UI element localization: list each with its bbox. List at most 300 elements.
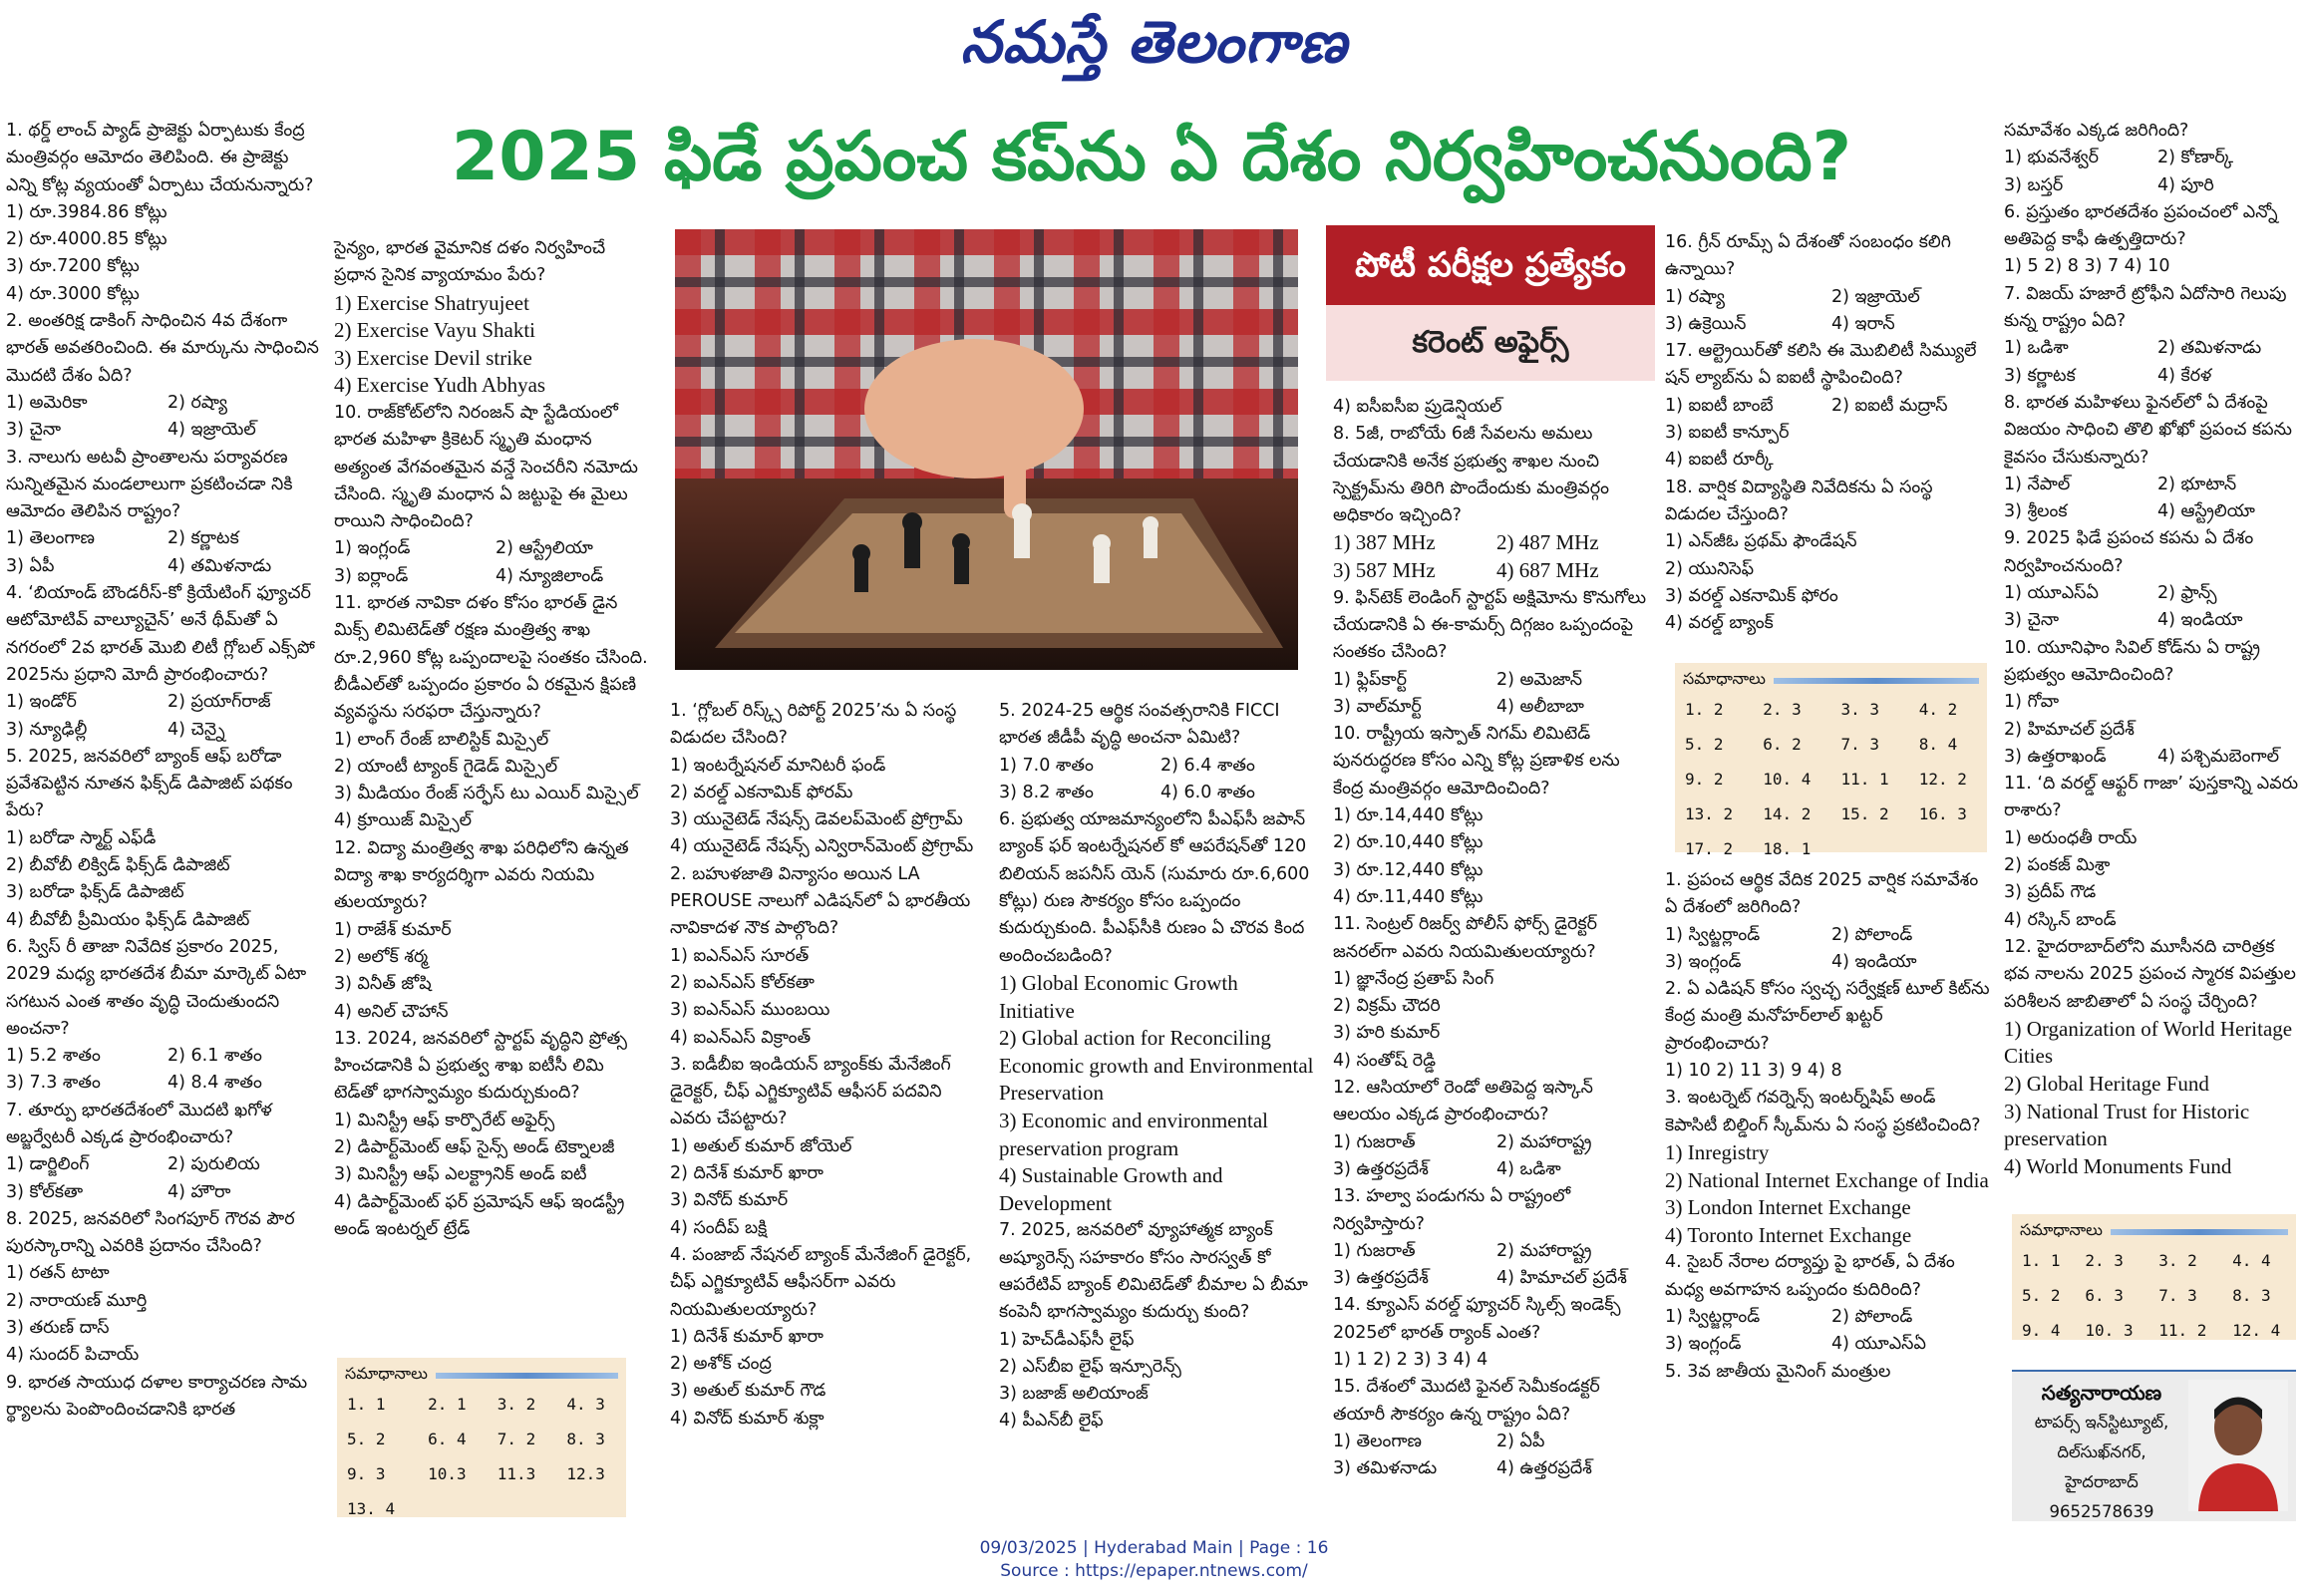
answer-cell: 3. 3 <box>1840 700 1880 719</box>
option-row <box>6 525 321 552</box>
answer-option: 1) అరుంధతీ రాయ్ <box>2004 827 2138 848</box>
answer-option: 1) Inregistry <box>1665 1139 1770 1164</box>
answer-option: 2) Exercise Vayu Shakti <box>334 318 535 343</box>
column-7 <box>2004 118 2303 1180</box>
answer-cell: 10. 4 <box>1763 770 1812 789</box>
question-block <box>1665 1085 1990 1249</box>
answer-option: 3) Exercise Devil strike <box>334 345 532 370</box>
answer-option: 4) సుందర్ పిచాయ్ <box>6 1345 140 1366</box>
question-block <box>6 445 321 580</box>
answer-option: 3) ప్రదీప్ గౌడ <box>2004 882 2097 903</box>
answer-option: 3) యునైటెడ్ నేషన్స్ డెవలప్‌మెంట్ ప్రోగ్రామ్ <box>670 809 963 830</box>
answer-option: 4) కేరళ <box>2157 365 2212 386</box>
option-row <box>6 553 321 580</box>
answer-cell: 12. 2 <box>1918 770 1967 789</box>
question-block <box>999 806 1314 1217</box>
author-institute: టాపర్స్ ఇన్‌స్టిట్యూట్, <box>2034 1413 2169 1432</box>
answer-option: 2) ఎస్‌బీఐ లైఫ్ ఇన్సూరెన్స్ <box>999 1356 1181 1377</box>
question-text: 3. ఐడీబీఐ ఇండియన్ బ్యాంక్‌కు మేనేజింగ్ డైరెక్టర్, చీఫ్ ఎగ్జిక్యూటివ్ ఆఫీసర్ పదవిని ఎవరు చేపట్టారు? <box>670 1054 951 1129</box>
answer-cell: 10.3 <box>428 1464 467 1483</box>
answer-option: 4) ఇండియా <box>2157 610 2243 631</box>
answer-option: 4) ఇరాన్ <box>1831 313 1895 334</box>
option-row <box>1333 1455 1652 1482</box>
question-block <box>6 580 321 744</box>
answer-cell: 5. 2 <box>1685 735 1724 754</box>
option-row <box>1665 284 1990 311</box>
answer-option: 3) ఐఐటీ కాన్పూర్ <box>1665 423 1790 444</box>
answer-option: 4) సందీప్ బక్షి <box>670 1217 768 1238</box>
section-subtitle: కరెంట్ అఫైర్స్ <box>1326 305 1655 381</box>
question-block <box>1333 1374 1652 1482</box>
section-banner: పోటీ పరీక్షల ప్రత్యేకం <box>1326 225 1655 305</box>
column-5 <box>1333 394 1652 1482</box>
question-block <box>670 861 985 1052</box>
answer-option: 4) పశ్చిమబెంగాల్ <box>2157 746 2279 767</box>
option-row <box>6 1179 321 1206</box>
answer-option: 1) రష్యా <box>1665 286 1725 307</box>
author-phone: 9652578639 <box>2049 1502 2154 1521</box>
answer-cell: 3. 2 <box>496 1395 536 1414</box>
question-text: 1. ‘గ్లోబల్ రిస్క్స్ రిపోర్ట్ 2025’ను ఏ సంస్థ విడుదల చేసింది? <box>670 701 957 749</box>
answer-cell: 16. 3 <box>1918 804 1967 823</box>
answer-option: 4) 6.0 శాతం <box>1160 782 1255 802</box>
answer-option: 1) గోవా <box>2004 692 2060 713</box>
answer-cell: 11. 2 <box>2158 1321 2207 1340</box>
option-row <box>1333 667 1652 694</box>
answer-option: 4) వరల్డ్ బ్యాంక్ <box>1665 613 1774 634</box>
question-text: 18. వార్షిక విద్యాస్థితి నివేదికను ఏ సంస్థ విడుదల చేస్తుంది? <box>1665 477 1933 524</box>
answer-option: 4) ఐసీఐసీఐ ప్రుడెన్షియల్ <box>1333 397 1502 417</box>
answer-option: 1) ఐఎన్ఎస్ సూరత్ <box>670 945 810 966</box>
question-text: 11. ‘ది వరల్డ్ ఆఫ్టర్ గాజా’ పుస్తకాన్ని ఎవరు రాశారు? <box>2004 774 2299 821</box>
answer-cell: 9. 3 <box>347 1464 386 1483</box>
question-text: 5. 2024-25 ఆర్థిక సంవత్సరానికి FICCI భారత జీడీపీ వృద్ధి అంచనా ఏమిటి? <box>999 701 1280 749</box>
answer-option: 3) బరోడా ఫిక్స్‌డ్ డిపాజిట్ <box>6 882 184 903</box>
answers-row <box>337 1387 626 1422</box>
answer-option: 4) సంతోష్ రెడ్డి <box>1333 1050 1437 1071</box>
question-block <box>1665 229 1990 338</box>
answer-option: 4) ఐఐటీ రూర్కీ <box>1665 450 1774 471</box>
answer-option: 3) ఏపీ <box>6 555 55 576</box>
option-row <box>1333 1265 1652 1292</box>
answer-option: 3) ఇంగ్లండ్ <box>1665 951 1742 972</box>
question-text: 1. థర్డ్ లాంచ్ ప్యాడ్ ప్రాజెక్టు ఏర్పాటుకు కేంద్ర మంత్రివర్గం ఆమోదం తెలిపింది. ఈ ప్రాజెక్టు ఎన్ని కోట్ల వ్యయంతో ఏర్పాటు చేయనున్నారు? <box>6 121 314 195</box>
answers-row <box>2012 1243 2296 1278</box>
answer-option: 4) 8.4 శాతం <box>167 1073 262 1094</box>
question-block <box>6 934 321 1098</box>
answer-option: 3) హరి కుమార్ <box>1333 1023 1441 1044</box>
masthead-logo: నమస్తే తెలంగాణ <box>960 8 1348 76</box>
answer-cell: 8. 4 <box>1918 735 1958 754</box>
question-text: 13. 2024, జనవరిలో స్టార్టప్ వృద్ధిని ప్రోత్స హించడానికి ఏ ప్రభుత్వ శాఖ ఐటీసీ లిమి టెడ్‌తో భాగస్వామ్యం కుదుర్చుకుంది? <box>334 1028 627 1104</box>
answer-option: 2) మహారాష్ట్ర <box>1496 1131 1592 1152</box>
question-text: సైన్యం, భారత వైమానిక దళం నిర్వహించే ప్రధాన సైనిక వ్యాయామం పేరు? <box>334 238 606 286</box>
answer-option: 1) గుజరాత్ <box>1333 1131 1416 1152</box>
answer-option: 3) మీడియం రేంజ్ సర్ఫేస్ టు ఎయిర్ మిస్సైల్ <box>334 784 639 804</box>
answer-option: 3) బజాజ్ అలియాంజ్ <box>999 1384 1149 1405</box>
answer-option: 2) ఏపీ <box>1496 1431 1545 1451</box>
answer-cell: 10. 3 <box>2085 1321 2134 1340</box>
option-row <box>2004 607 2303 634</box>
answer-option: 3) Economic and environmental preservation program <box>999 1108 1268 1160</box>
question-text: 3. ఇంటర్నెట్ గవర్నెన్స్ ఇంటర్న్‌షిప్ అండ్ కెపాసిటీ బిల్డింగ్ స్కీమ్‌ను ఏ సంస్థ ప్రకటించింది? <box>1665 1088 1981 1135</box>
answer-option: 1) దినేశ్ కుమార్ ఖారా <box>670 1326 824 1347</box>
question-text: 15. దేశంలో మొదటి ఫైనల్ సెమీకండక్టర్ తయారీ సౌకర్యం ఉన్న రాష్ట్రం ఏది? <box>1333 1377 1600 1425</box>
answers-row <box>2012 1278 2296 1313</box>
question-block <box>334 400 649 590</box>
answer-cell: 9. 2 <box>1685 770 1724 789</box>
answer-option: 1) స్విట్జర్లాండ్ <box>1665 1306 1761 1327</box>
answer-option: 4) Toronto Internet Exchange <box>1665 1222 1912 1247</box>
answer-cell: 5. 2 <box>2022 1286 2061 1305</box>
question-text: 2. అంతరిక్ష డాకింగ్ సాధించిన 4వ దేశంగా భారత్ అవతరించింది. ఈ మార్కును సాధించిన మొదటి దేశం ఏది? <box>6 311 319 386</box>
column-4 <box>999 698 1314 1436</box>
question-block <box>6 308 321 444</box>
answer-cell: 1. 1 <box>2022 1251 2061 1270</box>
option-row <box>2004 472 2303 498</box>
option-row <box>6 1043 321 1070</box>
question-block <box>2004 199 2303 281</box>
column-1 <box>6 118 321 1424</box>
question-text: 5. 3వ జాతీయ మైనింగ్ మంత్రుల <box>1665 1361 1891 1382</box>
answer-option: 4) న్యూజిలాండ్ <box>495 565 604 586</box>
answer-cell <box>1909 831 1987 866</box>
question-block <box>1665 1249 1990 1358</box>
answers-label: సమాధానాలు <box>2020 1220 2103 1239</box>
answer-option: 2) రష్యా <box>167 392 227 413</box>
question-text: 4. పంజాబ్ నేషనల్ బ్యాంక్ మేనేజింగ్ డైరెక్టర్, చీఫ్ ఎగ్జిక్యూటివ్ ఆఫీసర్‌గా ఎవరు నియమితులయ్యారు? <box>670 1244 972 1320</box>
answer-option: 2) బీవోబీ లిక్విడ్ ఫిక్స్‌డ్ డిపాజిట్ <box>6 855 230 876</box>
answer-cell: 1. 2 <box>1685 700 1724 719</box>
answer-option: 3) ఉత్తరాఖండ్ <box>2004 746 2107 767</box>
question-text: 7. 2025, జనవరిలో వ్యూహాత్మక బ్యాంక్ అష్యూరెన్స్ సహకారం కోసం సారస్వత్ కో ఆపరేటివ్ బ్యాంక్ లిమిటెడ్‌తో బీమాల ఏ బీమా కంపెనీ భాగస్వామ్యం కుదుర్చు కుంది? <box>999 1220 1308 1323</box>
question-block <box>2004 771 2303 934</box>
answer-option: 4) ఇజ్రాయెల్ <box>167 420 256 441</box>
answer-option: 4) ఆస్ట్రేలియా <box>2157 501 2255 522</box>
question-block <box>334 835 649 1026</box>
question-text: 4. సైబర్ నేరాల దర్యాప్తు పై భారత్, ఏ దేశం మధ్య అవగాహన ఒప్పందం కుదిరింది? <box>1665 1252 1955 1300</box>
answer-option: 1) ఇంటర్నేషనల్ మానిటరీ ఫండ్ <box>670 755 886 776</box>
question-text: 3. నాలుగు అటవీ ప్రాంతాలను పర్యావరణ సున్నితమైన మండలాలుగా ప్రకటించడా నికి ఆమోదం తెలిపిన రాష్ట్రం? <box>6 447 293 522</box>
answer-option: 2) పోలాండ్ <box>1831 1306 1913 1327</box>
option-row <box>999 780 1314 806</box>
question-block <box>6 1098 321 1206</box>
page-headline: 2025 ఫిడే ప్రపంచ కప్‌ను ఏ దేశం నిర్వహించనుంది? <box>451 118 1852 196</box>
answers-row <box>1675 797 1987 831</box>
question-block <box>334 1026 649 1243</box>
answer-option: 1) అతుల్ కుమార్ జోయెల్ <box>670 1135 852 1156</box>
option-row <box>334 535 649 562</box>
question-block <box>999 1217 1314 1435</box>
question-block <box>1333 1292 1652 1374</box>
answer-option: 2) కోణార్క్ <box>2157 148 2234 168</box>
answer-option: 3) London Internet Exchange <box>1665 1195 1911 1220</box>
option-row <box>6 1151 321 1178</box>
answer-option: 3) ఐఎన్ఎస్ ముంబయి <box>670 1000 830 1021</box>
option-row <box>1665 1331 1990 1358</box>
answer-option: 3) National Trust for Historic preservation <box>2004 1099 2250 1151</box>
answer-option: 2) అశోక్ చంద్ర <box>670 1354 772 1375</box>
answer-option: 1) ఐఐటీ బాంబే <box>1665 395 1774 416</box>
answer-option: 3) రూ.7200 కోట్లు <box>6 256 140 277</box>
answer-option: 4) Sustainable Growth and Development <box>999 1163 1223 1215</box>
answer-cell: 1. 1 <box>347 1395 386 1414</box>
answer-cell: 4. 4 <box>2232 1251 2271 1270</box>
answer-cell: 17. 2 <box>1685 839 1734 858</box>
question-block <box>670 698 985 861</box>
answer-option: 3) అతుల్ కుమార్ గౌడ <box>670 1381 826 1402</box>
answer-option: 1) తెలంగాణ <box>1333 1431 1422 1451</box>
answer-option: 2) 6.4 శాతం <box>1160 755 1255 776</box>
answer-option: 1) భువనేశ్వర్ <box>2004 148 2100 168</box>
answers-row <box>1675 727 1987 762</box>
answer-cell: 2. 1 <box>428 1395 467 1414</box>
question-block <box>1333 911 1652 1075</box>
footer-dateline: 09/03/2025 | Hyderabad Main | Page : 16 <box>979 1538 1329 1558</box>
answer-option: 2) అమెజాన్ <box>1496 669 1582 690</box>
answer-option: 4) రూ.3000 కోట్లు <box>6 283 140 304</box>
question-text: 9. ఫిన్‌టెక్ లెండింగ్ స్టార్టప్ అక్షిమోను కొనుగోలు చేయడానికి ఏ ఈ-కామర్స్ దిగ్గజం ఒప్పందంపై సంతకం చేసింది? <box>1333 587 1647 663</box>
question-block <box>6 1206 321 1370</box>
answer-cell: 8. 3 <box>566 1430 605 1448</box>
answer-cell <box>418 1491 488 1526</box>
answer-option: 2) దినేశ్ కుమార్ ఖారా <box>670 1163 824 1184</box>
answer-option: 4) యూఎస్ఏ <box>1831 1334 1926 1355</box>
answer-cell: 14. 2 <box>1763 804 1812 823</box>
answers-row <box>337 1491 626 1526</box>
answer-option: 2) మహారాష్ట్ర <box>1496 1240 1592 1261</box>
answer-option: 1) రూ.14,440 కోట్లు <box>1333 805 1484 826</box>
answers-box-1 <box>337 1358 626 1517</box>
answer-cell: 4. 2 <box>1918 700 1958 719</box>
answer-option: 4) ఒడిశా <box>1496 1158 1561 1179</box>
answer-option: 4) యునైటెడ్ నేషన్స్ ఎన్విరాన్‌మెంట్ ప్రోగ్రామ్ <box>670 836 974 857</box>
answer-cell: 6. 2 <box>1763 735 1802 754</box>
question-block <box>2004 525 2303 634</box>
answer-option: 3) శ్రీలంక <box>2004 501 2068 522</box>
answer-cell: 2. 3 <box>2085 1251 2124 1270</box>
answer-option: 2) విక్రమ్ చౌదరి <box>1333 996 1441 1017</box>
answer-option: 2) ఆస్ట్రేలియా <box>495 538 593 559</box>
answer-option: 3) ఉక్రెయిన్ <box>1665 313 1747 334</box>
answer-option: 1) బరోడా స్మార్ట్ ఎఫ్‌డీ <box>6 827 157 848</box>
answer-option: 1) ఇండోర్ <box>6 692 77 713</box>
answer-option: 4) తమిళనాడు <box>167 555 272 576</box>
option-row <box>999 753 1314 780</box>
question-text: 2. బహుళజాతి విన్యాసం అయిన LA PEROUSE నాలుగో ఎడిషన్‌లో ఏ భారతీయ నావికాదళ నౌక పాల్గొంది? <box>670 863 971 939</box>
option-row <box>2004 335 2303 362</box>
question-text: 11. సెంట్రల్ రిజర్వ్ పోలీస్ ఫోర్స్ డైరెక్టర్ జనరల్‌గా ఎవరు నియమితులయ్యారు? <box>1333 914 1597 962</box>
answer-option: 3) తమిళనాడు <box>1333 1458 1438 1479</box>
option-row <box>1333 1156 1652 1183</box>
answer-option: 2) తమిళనాడు <box>2157 338 2262 359</box>
question-block <box>1333 585 1652 721</box>
answers-box-3 <box>2012 1214 2296 1340</box>
answer-option: 1) స్విట్జర్లాండ్ <box>1665 924 1761 945</box>
question-text: 6. స్విస్ రీ తాజా నివేదిక ప్రకారం 2025, 2029 మధ్య భారతదేశ బీమా మార్కెట్ ఏటా సగటున ఎంత శాతం వృద్ధి చెందుతుందని అంచనా? <box>6 936 307 1039</box>
option-row <box>1665 1304 1990 1331</box>
answer-cell: 8. 3 <box>2232 1286 2271 1305</box>
answer-option: 4) క్రూయిజ్ మిస్సైల్ <box>334 810 473 831</box>
chess-photo <box>675 229 1298 670</box>
option-row <box>1333 529 1652 557</box>
answer-option: 1) అమెరికా <box>6 392 88 413</box>
answer-option: 3) వాల్‌మార్ట్ <box>1333 696 1422 717</box>
answer-option: 1) రతన్ టాటా <box>6 1263 110 1284</box>
answer-cell: 2. 3 <box>1763 700 1802 719</box>
option-row <box>1333 1238 1652 1265</box>
answer-option: 2) ఫ్రాన్స్ <box>2157 583 2217 604</box>
answer-option: 2) నారాయణ్ మూర్తి <box>6 1290 148 1311</box>
answer-option: 1) యూఎస్ఏ <box>2004 583 2099 604</box>
question-text: 17. ఆల్ట్రెయిర్‌తో కలిసి ఈ మొబిలిటీ సిమ్యులే షన్ ల్యాబ్‌ను ఏ ఐఐటీ స్థాపించింది? <box>1665 341 1977 389</box>
answer-cell: 3. 2 <box>2158 1251 2197 1270</box>
question-text: 6. ప్రస్తుతం భారతదేశం ప్రపంచంలో ఎన్నో అతిపెద్ద కాఫీ ఉత్పత్తిదారు? <box>2004 201 2278 250</box>
option-row <box>2004 580 2303 607</box>
answer-option: 4) వినోద్ కుమార్ శుక్లా <box>670 1408 824 1429</box>
answer-option: 2) 6.1 శాతం <box>167 1046 262 1067</box>
answer-option: 1) డార్జిలింగ్ <box>6 1154 90 1175</box>
answer-option: 2) Global Heritage Fund <box>2004 1071 2209 1096</box>
answer-option: 1) 10 2) 11 3) 9 4) 8 <box>1665 1061 1842 1082</box>
question-text: 7. విజయ్ హజారే ట్రోఫీని ఏదోసారి గెలుపు కున్న రాష్ట్రం ఏది? <box>2004 283 2287 332</box>
author-city: హైదరాబాద్ <box>2065 1472 2139 1491</box>
answer-option: 3) 587 MHz <box>1333 558 1436 583</box>
answer-option: 4) బీవోబీ ప్రీమియం ఫిక్స్‌డ్ డిపాజిట్ <box>6 909 250 930</box>
answer-option: 4) ఇండియా <box>1831 951 1917 972</box>
footer-source: Source : https://epaper.ntnews.com/ <box>1000 1561 1308 1581</box>
question-block <box>670 1052 985 1242</box>
question-block <box>2004 635 2303 771</box>
answer-cell: 7. 3 <box>1840 735 1880 754</box>
answer-option: 1) జ్ఞానేంద్ర ప్రతాప్ సింగ్ <box>1333 968 1494 989</box>
answer-option: 4) పీఎన్‌బీ లైఫ్ <box>999 1411 1104 1432</box>
answer-option: 2) పంకజ్ మిశ్రా <box>2004 855 2111 876</box>
question-block <box>2004 934 2303 1180</box>
question-text: 7. తూర్పు భారతదేశంలో మొదటి ఖగోళ అబ్జర్వేటరీ ఎక్కడ ప్రారంభించారు? <box>6 1100 272 1147</box>
answer-cell: 11.3 <box>496 1464 536 1483</box>
answer-cell: 7. 2 <box>496 1430 536 1448</box>
author-name: సత్యనారాయణ <box>2041 1381 2162 1405</box>
answer-option: 3) చైనా <box>2004 610 2060 631</box>
question-text: 8. 5జీ, రాబోయే 6జీ సేవలను అమలు చేయడానికి అనేక ప్రభుత్వ శాఖల నుంచి స్పెక్ట్రమ్‌ను తిరిగి పొందేందుకు మంత్రివర్గం అధికారం ఇచ్చింది? <box>1333 424 1609 526</box>
answers-label: సమాధానాలు <box>1683 669 1766 688</box>
answer-option: 1) తెలంగాణ <box>6 528 95 549</box>
answer-cell: 13. 4 <box>347 1499 396 1518</box>
question-block <box>334 235 649 400</box>
answer-option: 1) రాజేశ్ కుమార్ <box>334 919 452 940</box>
answer-cell: 7. 3 <box>2158 1286 2197 1305</box>
answers-row <box>1675 831 1987 866</box>
question-block <box>1333 394 1652 421</box>
answer-option: 4) ఉత్తరప్రదేశ్ <box>1496 1458 1592 1479</box>
answer-option: 4) అనిల్ చౌహాన్ <box>334 1001 449 1022</box>
option-row <box>1333 694 1652 721</box>
question-block <box>1665 867 1990 976</box>
question-block <box>1333 421 1652 584</box>
question-text: 12. ఆసియాలో రెండో అతిపెద్ద ఇస్కాన్ ఆలయం ఎక్కడ ప్రారంభించారు? <box>1333 1078 1593 1125</box>
answer-cell: 13. 2 <box>1685 804 1734 823</box>
answer-option: 4) చెన్నై <box>167 719 225 740</box>
answer-option: 4) Exercise Yudh Abhyas <box>334 373 546 398</box>
question-block <box>999 698 1314 806</box>
answer-option: 2) యునిసెఫ్ <box>1665 558 1755 579</box>
answer-option: 4) రూ.11,440 కోట్లు <box>1333 886 1484 907</box>
answer-option: 1) 1 2) 2 3) 3 4) 4 <box>1333 1349 1488 1370</box>
answer-option: 2) 487 MHz <box>1496 530 1599 555</box>
answer-option: 3) ఉత్తరప్రదేశ్ <box>1333 1268 1429 1289</box>
answer-option: 1) లాంగ్ రేంజ్ బాలిస్టిక్ మిస్సైల్ <box>334 729 549 750</box>
answer-option: 1) Global Economic Growth Initiative <box>999 970 1238 1023</box>
question-block <box>1333 1183 1652 1292</box>
answer-option: 2) Global action for Reconciling Economic growth and Environmental Preservation <box>999 1026 1314 1106</box>
answer-option: 1) 5.2 శాతం <box>6 1046 101 1067</box>
answer-option: 1) రూ.3984.86 కోట్లు <box>6 201 167 222</box>
answer-option: 3) ఉత్తరప్రదేశ్ <box>1333 1158 1429 1179</box>
answer-option: 1) ఇంగ్లండ్ <box>334 538 411 559</box>
question-text: 5. 2025, జనవరిలో బ్యాంక్ ఆఫ్ బరోడా ప్రవేశపెట్టిన నూతన ఫిక్స్‌డ్ డిపాజిట్ పథకం పేరు? <box>6 746 293 821</box>
answer-cell: 9. 4 <box>2022 1321 2061 1340</box>
question-text: 9. భారత సాయుధ దళాల కార్యాచరణ సామ ర్థ్యాలను పెంపొందించడానికి భారత <box>6 1372 308 1420</box>
question-block <box>1665 976 1990 1085</box>
answer-option: 3) కర్ణాటక <box>2004 365 2076 386</box>
answer-option: 3) చైనా <box>6 420 62 441</box>
question-text: 12. విద్యా మంత్రిత్వ శాఖ పరిధిలోని ఉన్నత విద్యా శాఖ కార్యదర్శిగా ఎవరు నియమి తులయ్యారు? <box>334 837 629 913</box>
option-row <box>1333 557 1652 585</box>
answer-option: 3) ఐర్లాండ్ <box>334 565 409 586</box>
option-row <box>6 717 321 744</box>
question-text: 2. ఏ ఎడిషన్ కోసం స్వచ్ఛ సర్వేక్షణ్ టూల్ కిట్‌ను కేంద్ర మంత్రి మనోహర్‌లాల్ ఖట్టర్ ప్రారంభించారు? <box>1665 979 1990 1054</box>
answer-option: 3) ఇంగ్లండ్ <box>1665 1334 1742 1355</box>
answer-cell: 12.3 <box>566 1464 605 1483</box>
answer-option: 2) కర్ణాటక <box>167 528 239 549</box>
question-text: 13. హల్వా పండుగను ఏ రాష్ట్రంలో నిర్వహిస్తారు? <box>1333 1186 1571 1234</box>
option-row <box>1665 922 1990 949</box>
question-block <box>6 1370 321 1425</box>
answer-option: 3) న్యూఢిల్లీ <box>6 719 88 740</box>
answer-cell: 6. 4 <box>428 1430 467 1448</box>
answer-option: 2) ఇజ్రాయెల్ <box>1831 286 1920 307</box>
question-block <box>1665 475 1990 638</box>
question-block <box>334 590 649 835</box>
answer-option: 1) 5 2) 8 3) 7 4) 10 <box>2004 256 2170 277</box>
answers-label: సమాధానాలు <box>345 1364 428 1383</box>
answer-cell: 11. 1 <box>1840 770 1889 789</box>
answer-option: 1) మినిస్ట్రీ ఆఫ్ కార్పొరేట్ అఫైర్స్ <box>334 1110 555 1130</box>
answer-option: 4) ఐఎన్ఎస్ విక్రాంత్ <box>670 1027 812 1048</box>
answer-option: 3) 7.3 శాతం <box>6 1073 101 1094</box>
question-block <box>2004 281 2303 390</box>
answers-row <box>1675 692 1987 727</box>
answer-cell: 15. 2 <box>1840 804 1889 823</box>
question-block <box>1333 721 1652 911</box>
answer-option: 1) Exercise Shatryujeet <box>334 290 529 315</box>
option-row <box>6 390 321 417</box>
answer-option: 2) యాంటీ ట్యాంక్ గైడెడ్ మిస్సైల్ <box>334 756 558 777</box>
answer-option: 1) ఒడిశా <box>2004 338 2069 359</box>
answer-option: 1) 7.0 శాతం <box>999 755 1094 776</box>
answer-option: 3) రూ.12,440 కోట్లు <box>1333 859 1484 880</box>
question-text: 10. రాజ్‌కోట్‌లోని నిరంజన్ షా స్టేడియంలో భారత మహిళా క్రికెటర్ స్మృతి మంధాన అత్యంత వేగవంతమైన వన్డే సెంచరీని నమోదు చేసింది. స్మృతి మంధాన ఏ జట్టుపై ఈ మైలు రాయిని సాధించింది? <box>334 402 638 532</box>
answer-option: 4) డిపార్ట్‌మెంట్ ఫర్ ప్రమోషన్ ఆఫ్ ఇండస్ట్రీ అండ్ ఇంటర్నల్ ట్రేడ్ <box>334 1191 625 1239</box>
option-row <box>2004 498 2303 525</box>
answer-option: 1) ఎన్‌జీఓ ప్రథమ్ ఫౌండేషన్ <box>1665 531 1857 552</box>
author-card <box>2012 1370 2296 1521</box>
question-text: 14. క్యూఎస్ వరల్డ్ ఫ్యూచర్ స్కిల్స్ ఇండెక్స్ 2025లో భారత్ ర్యాంక్ ఎంత? <box>1333 1295 1621 1343</box>
answer-option: 2) ఐఐటీ మద్రాస్ <box>1831 395 1948 416</box>
question-text: 6. ప్రభుత్వ యాజమాన్యంలోని పీఎఫ్‌సీ జపాన్ బ్యాంక్ ఫర్ ఇంటర్నేషనల్ కో ఆపరేషన్‌తో 120 బిలియన్ జపనీస్ యెన్ (సుమారు రూ.6,600 కోట్లు) రుణ సౌకర్యం కోసం ఒప్పందం కుదుర్చుకుంది. పీఎఫ్‌సీకి రుణం ఏ చొరవ కింద అందించబడింది? <box>999 809 1310 966</box>
option-row <box>1333 1429 1652 1455</box>
